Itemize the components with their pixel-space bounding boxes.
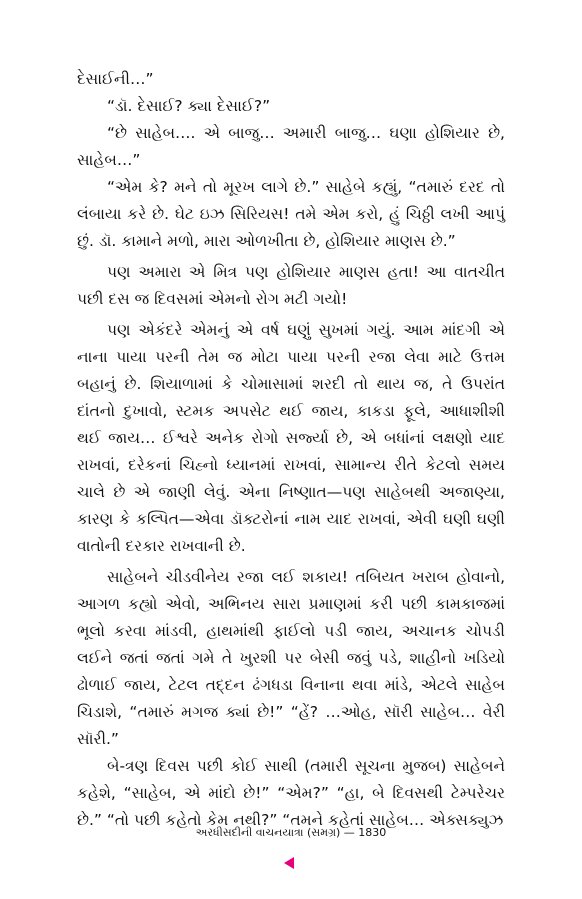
paragraph-annoy-boss: સાહેબને ચીડવીનેય રજા લઈ શકાય! તબિયત ખરાબ હોવાનો, આગળ કહ્યો એવો, અભિનય સારા પ્રમાણમાં કરી પછી કામકાજમાં ભૂલો કરવા માંડવી, હાથમાંથી ફાઈલો પડી જાય, અચાનક ચોપડી લઈને જતાં જતાં ગમે તે ખુરશી પર બેસી જવું પડે, શાહીનો ખડિયો ઢોળાઈ જાય, ટેટલ તદ્દન ઢંગધડા વિનાના થવા માંડે, એટલે સાહેબ ચિડાશે, “તમારું મગજ ક્યાં છે!” “હેં? …ઓહ, સૉરી સાહેબ… વેરી સૉરી.”: [77, 568, 505, 748]
paragraph-friend: પણ અમારા એ મિત્ર પણ હોશિયાર માણસ હતા! આ વાતચીત પછી દસ જ દિવસમાં એમનો રોગ મટી ગયો!: [77, 263, 505, 308]
paragraph-illness-excuse: પણ એકંદરે એમનું એ વર્ષ ઘણું સુખમાં ગયું. આમ માંદગી એ નાના પાયા પરની તેમ જ મોટા પાયા પરની રજા લેવા માટે ઉત્તમ બહાનું છે. શિયાળામાં કે ચોમાસામાં શરદી તો થાય જ, તે ઉપરાંત દાંતનો દુખાવો, સ્ટમક અપસેટ થઈ જાય, કાકડા ફૂલે, આધાશીશી થઈ જાય… ઈશ્વરે અનેક રોગો સર્જ્યા છે, એ બધાંનાં લક્ષણો યાદ રાખવાં, દરેકનાં ચિહ્નો ધ્યાનમાં રાખવાં, સામાન્ય રીતે કેટલો સમય ચાલે છે એ જાણી લેવું. એના નિષ્ણાત—પણ સાહેબથી અજાણ્યા, કારણ કે કલ્પિત—એવા ડૉક્ટરોનાં નામ યાદ રાખવાં, એવી ઘણી ઘણી વાતોની દરકાર રાખવાની છે.: [77, 321, 505, 555]
paragraph-dialogue-3: “એમ કે? મને તો મૂરખ લાગે છે.” સાહેબે કહ્યું, “તમારું દરદ તો લંબાયા કરે છે. ઘેટ ઇઝ સિરિયસ! તમે એમ કરો, હું ચિઠ્ઠી લખી આપું છું. ડૉ. કામાને મળો, મારા ઓળખીતા છે, હોશિયાર માણસ છે.”: [77, 178, 505, 250]
previous-page-triangle-left-icon[interactable]: [284, 857, 294, 869]
paragraph-continuation: દેસાઈની…”: [77, 70, 154, 88]
paragraph-colleague: બે-ત્રણ દિવસ પછી કોઈ સાથી (તમારી સૂચના મુજબ) સાહેબને કહેશે, “સાહેબ, એ માંદો છે!” “એમ?” “હા, બે દિવસથી ટેમ્પરેચર છે.” “તો પછી કહેતો કેમ નથી?” “તમને કહેતાં સાહેબ… એક્સક્યુઝ: [77, 757, 505, 829]
paragraph-dialogue-1: “ડૉ. દેસાઈ? ક્યા દેસાઈ?”: [107, 97, 271, 115]
page-footer: અરધીસદીની વાચનયાત્રા (સમગ્ર) — 1830: [195, 826, 387, 839]
page-body: [77, 66, 505, 834]
paragraph-dialogue-2: “છે સાહેબ…. એ બાજુ… અમારી બાજુ… ઘણા હોશિયાર છે, સાહેબ…”: [77, 124, 505, 169]
